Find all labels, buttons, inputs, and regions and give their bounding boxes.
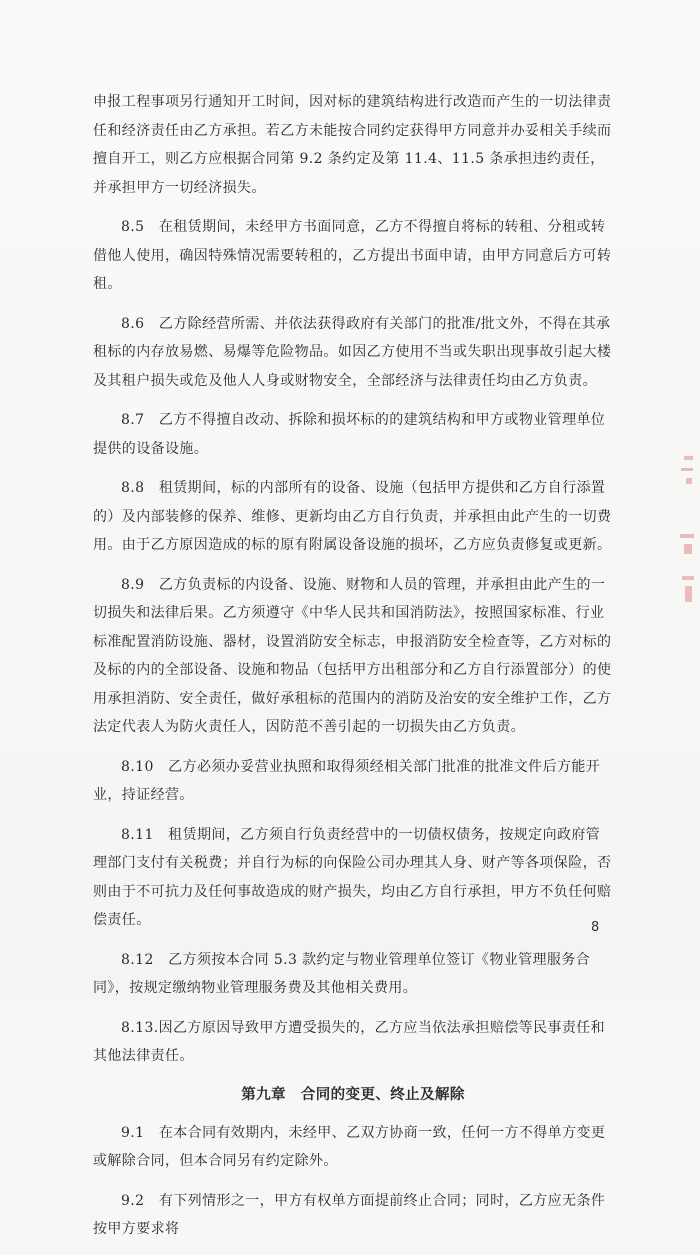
paragraph-8-5: 8.5 在租赁期间，未经甲方书面同意，乙方不得擅自将标的转租、分租或转借他人使用，确因特殊情况需要转租的，乙方提出书面申请，由甲方同意后方可转租。 xyxy=(93,219,612,292)
paragraph-continuation: 申报工程事项另行通知开工时间，因对标的建筑结构进行改造而产生的一切法律责任和经济责任由乙方承担。若乙方未能按合同约定获得甲方同意并办妥相关手续而擅自开工，则乙方应根据合同第 9.2 条约定及第 11.4、11.5 条承担违约责任，并承担甲方一切经济损失。 xyxy=(93,94,612,196)
paragraph-8-7: 8.7 乙方不得擅自改动、拆除和损坏标的的建筑结构和甲方或物业管理单位提供的设备设施。 xyxy=(93,412,606,457)
paragraph-8-8: 8.8 租赁期间，标的内部所有的设备、设施（包括甲方提供和乙方自行添置的）及内部装修的保养、维修、更新均由乙方自行负责，并承担由此产生的一切费用。由于乙方原因造成的标的原有附属设备设施的损坏，乙方应负责修复或更新。 xyxy=(93,480,612,553)
paragraph-8-11: 8.11 租赁期间，乙方须自行负责经营中的一切债权债务，按规定向政府管理部门支付有关税费；并自行为标的向保险公司办理其人身、财产等各项保险，否则由于不可抗力及任何事故造成的财产损失，均由乙方自行承担，甲方不负任何赔偿责任。 xyxy=(93,826,612,928)
seal-stamp-fragment xyxy=(676,448,700,618)
paragraph-9-1: 9.1 在本合同有效期内，未经甲、乙双方协商一致，任何一方不得单方变更或解除合同，但本合同另有约定除外。 xyxy=(93,1124,606,1169)
paragraph-9-2: 9.2 有下列情形之一，甲方有权单方面提前终止合同；同时，乙方应无条件按甲方要求将 xyxy=(93,1192,606,1237)
document-body xyxy=(93,88,613,1255)
chapter-heading: 第九章 合同的变更、终止及解除 xyxy=(241,1085,465,1103)
paragraph-8-13: 8.13.因乙方原因导致甲方遭受损失的，乙方应当依法承担赔偿等民事责任和其他法律责任。 xyxy=(93,1019,606,1064)
paragraph-8-12: 8.12 乙方须按本合同 5.3 款约定与物业管理单位签订《物业管理服务合同》，按规定缴纳物业管理服务费及其他相关费用。 xyxy=(93,951,591,996)
paragraph-8-9: 8.9 乙方负责标的内设备、设施、财物和人员的管理，并承担由此产生的一切损失和法律后果。乙方须遵守《中华人民共和国消防法》，按照国家标准、行业标准配置消防设施、器材，设置消防安全标志，申报消防安全检查等，乙方对标的及标的内的全部设备、设施和物品（包括甲方出租部分和乙方自行添置部分）的使用承担消防、安全责任，做好承租标的范围内的消防及治安的安全维护工作，乙方法定代表人为防火责任人，因防范不善引起的一切损失由乙方负责。 xyxy=(93,576,612,735)
paragraph-8-10: 8.10 乙方必须办妥营业执照和取得须经相关部门批准的批准文件后方能开业，持证经营。 xyxy=(93,758,601,803)
paragraph-8-6: 8.6 乙方除经营所需、并依法获得政府有关部门的批准/批文外，不得在其承租标的内存放易燃、易爆等危险物品。如因乙方使用不当或失职出现事故引起大楼及其租户损失或危及他人人身或财物安全，全部经济与法律责任均由乙方负责。 xyxy=(93,315,612,389)
page-number: 8 xyxy=(591,920,600,935)
